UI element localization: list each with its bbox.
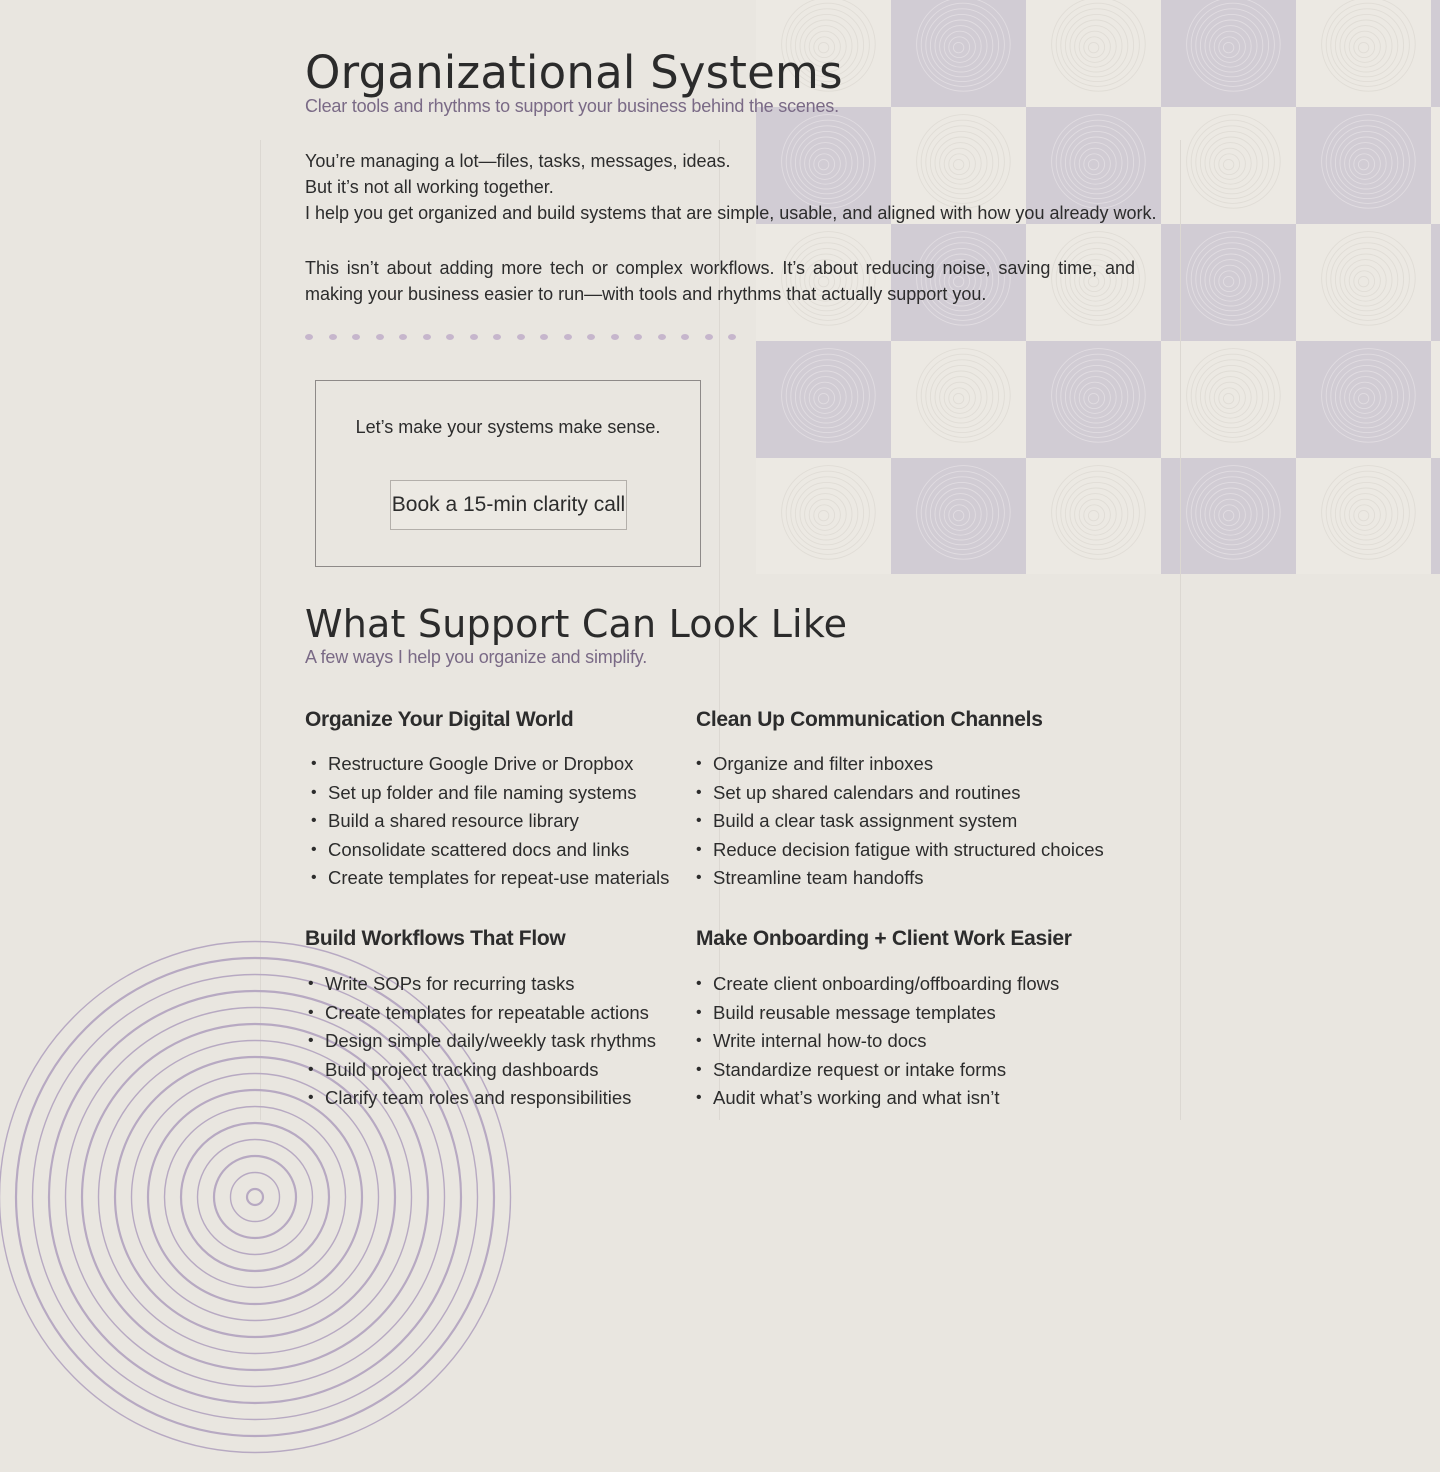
- swirl-pattern-icon: [1161, 341, 1296, 458]
- group-list-digital-world: [305, 750, 669, 893]
- book-call-button[interactable]: Book a 15-min clarity call: [390, 480, 627, 530]
- swirl-pattern-icon: [891, 458, 1026, 574]
- group-title-communication: Clean Up Communication Channels: [696, 708, 1043, 731]
- swirl-pattern-icon: [1161, 0, 1296, 107]
- intro-line-2: But it’s not all working together.: [305, 177, 554, 197]
- group-list-onboarding: [696, 970, 1059, 1113]
- swirl-pattern-icon: [1026, 0, 1161, 107]
- divider-dot: [493, 334, 501, 340]
- list-item: • Clarify team roles and responsibilities: [308, 1084, 656, 1113]
- divider-dot: [399, 334, 407, 340]
- section-subtitle: A few ways I help you organize and simplify.: [305, 647, 648, 667]
- list-item: • Create templates for repeat-use materials: [305, 864, 669, 893]
- list-item: • Build project tracking dashboards: [308, 1056, 656, 1085]
- divider-dot: [728, 334, 736, 340]
- swirl-pattern-icon: [756, 341, 891, 458]
- list-item: • Build a clear task assignment system: [696, 807, 1104, 836]
- divider-dot: [611, 334, 619, 340]
- swirl-pattern-icon: [1431, 341, 1440, 458]
- circle-ring: [231, 1173, 280, 1222]
- list-item: • Consolidate scattered docs and links: [305, 836, 669, 865]
- list-item: • Set up folder and file naming systems: [305, 779, 669, 808]
- group-title-onboarding: Make Onboarding + Client Work Easier: [696, 927, 1072, 950]
- cta-box: [315, 380, 701, 567]
- intro-line-1: You’re managing a lot—files, tasks, messages, ideas.: [305, 151, 731, 171]
- group-list-workflows: [308, 970, 656, 1113]
- swirl-pattern-icon: [1296, 341, 1431, 458]
- divider-dot: [540, 334, 548, 340]
- divider-dot: [681, 334, 689, 340]
- swirl-pattern-icon: [1296, 458, 1431, 574]
- divider-dot: [470, 334, 478, 340]
- list-item: • Write internal how-to docs: [696, 1027, 1059, 1056]
- list-item: • Streamline team handoffs: [696, 864, 1104, 893]
- list-item: • Design simple daily/weekly task rhythms: [308, 1027, 656, 1056]
- page-subtitle: Clear tools and rhythms to support your business behind the scenes.: [305, 96, 839, 116]
- swirl-pattern-icon: [756, 458, 891, 574]
- divider-dot: [658, 334, 666, 340]
- swirl-pattern-icon: [891, 341, 1026, 458]
- list-item: • Build a shared resource library: [305, 807, 669, 836]
- list-item: • Audit what’s working and what isn’t: [696, 1084, 1059, 1113]
- divider-dot: [705, 334, 713, 340]
- group-title-digital-world: Organize Your Digital World: [305, 708, 574, 731]
- circle-ring: [247, 1189, 263, 1205]
- swirl-pattern-icon: [1296, 0, 1431, 107]
- intro-paragraph: This isn’t about adding more tech or complex workflows. It’s about reducing noise, saving time, and making your business easier to run—with tools and rhythms that actually support you.: [305, 258, 1135, 304]
- swirl-pattern-icon: [1026, 458, 1161, 574]
- divider-dot: [352, 334, 360, 340]
- swirl-pattern-icon: [1296, 107, 1431, 224]
- divider-dot: [564, 334, 572, 340]
- divider-dot: [305, 334, 313, 340]
- intro-line-3: I help you get organized and build systems that are simple, usable, and aligned with how you already work.: [305, 203, 1157, 223]
- swirl-pattern-icon: [1296, 224, 1431, 341]
- circle-ring: [165, 1107, 346, 1288]
- group-list-communication: [696, 750, 1104, 893]
- divider-dot: [423, 334, 431, 340]
- divider-dot: [376, 334, 384, 340]
- swirl-pattern-icon: [1431, 458, 1440, 574]
- swirl-pattern-icon: [891, 0, 1026, 107]
- swirl-pattern-icon: [1431, 107, 1440, 224]
- swirl-pattern-icon: [1431, 224, 1440, 341]
- list-item: • Organize and filter inboxes: [696, 750, 1104, 779]
- divider-dot: [634, 334, 642, 340]
- dotted-divider: [305, 334, 752, 340]
- list-item: • Restructure Google Drive or Dropbox: [305, 750, 669, 779]
- section-title: What Support Can Look Like: [305, 602, 848, 646]
- swirl-pattern-icon: [1161, 458, 1296, 574]
- group-title-workflows: Build Workflows That Flow: [305, 927, 566, 950]
- divider-dot: [517, 334, 525, 340]
- list-item: • Build reusable message templates: [696, 999, 1059, 1028]
- list-item: • Standardize request or intake forms: [696, 1056, 1059, 1085]
- circle-ring: [214, 1156, 296, 1238]
- swirl-pattern-icon: [1026, 341, 1161, 458]
- swirl-pattern-icon: [1431, 0, 1440, 107]
- divider-dot: [587, 334, 595, 340]
- list-item: • Reduce decision fatigue with structured choices: [696, 836, 1104, 865]
- list-item: • Write SOPs for recurring tasks: [308, 970, 656, 999]
- cta-text: Let’s make your systems make sense.: [355, 417, 661, 437]
- list-item: • Set up shared calendars and routines: [696, 779, 1104, 808]
- page-title: Organizational Systems: [305, 46, 843, 99]
- list-item: • Create templates for repeatable actions: [308, 999, 656, 1028]
- guide-line-right: [1180, 140, 1181, 1120]
- swirl-pattern-icon: [1161, 224, 1296, 341]
- swirl-pattern-icon: [1161, 107, 1296, 224]
- list-item: • Create client onboarding/offboarding flows: [696, 970, 1059, 999]
- divider-dot: [329, 334, 337, 340]
- circle-ring: [181, 1123, 329, 1271]
- divider-dot: [446, 334, 454, 340]
